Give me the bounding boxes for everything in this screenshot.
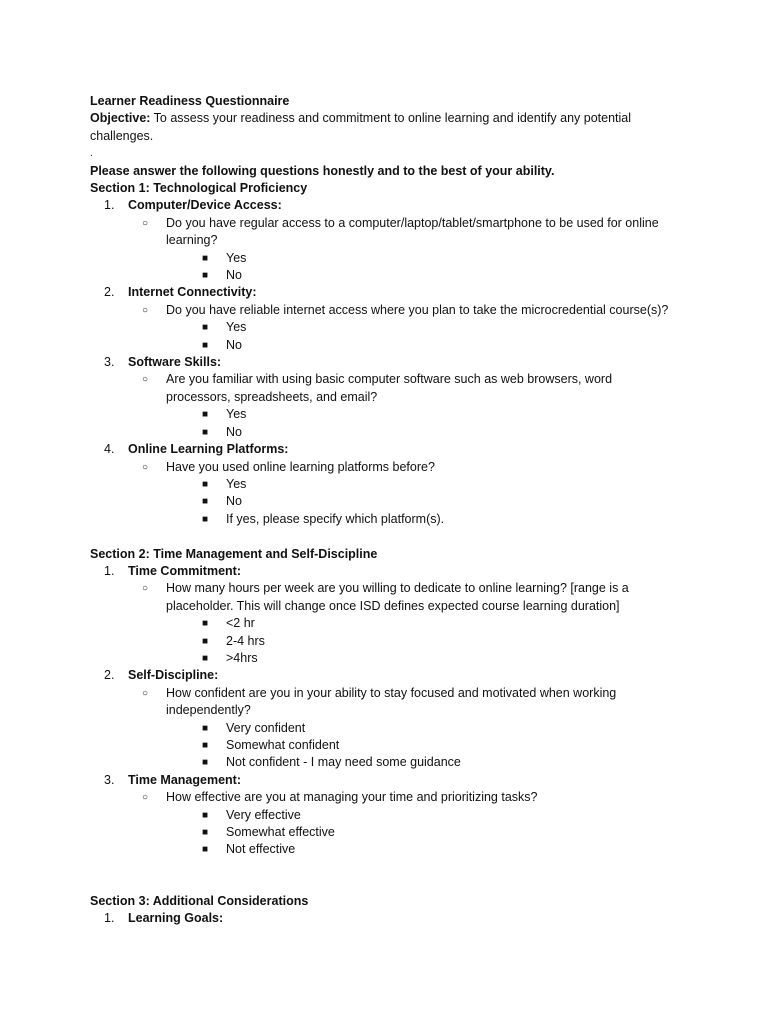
square-bullet-icon: ■ (202, 635, 209, 647)
stray-dot: . (90, 148, 93, 160)
question-number: 1. (104, 198, 115, 213)
question-label: Learning Goals: (128, 911, 224, 926)
hollow-circle-bullet-icon: ○ (142, 217, 149, 229)
hollow-circle-bullet-icon: ○ (142, 461, 149, 473)
question-row (90, 284, 680, 301)
question-row (90, 910, 680, 927)
answer-option (90, 615, 680, 632)
square-bullet-icon: ■ (202, 252, 209, 264)
question-label: Time Commitment: (128, 563, 241, 578)
answer-option-label: Not confident - I may need some guidance (226, 755, 461, 770)
question-row (90, 772, 680, 789)
question-prompt: Do you have reliable internet access where you plan to take the microcredential course(s)? (166, 302, 669, 317)
answer-option-label: No (226, 494, 242, 509)
answer-option (90, 250, 680, 267)
answer-option-label: 2-4 hrs (226, 633, 265, 648)
answer-option (90, 476, 680, 493)
question-number: 4. (104, 442, 115, 457)
square-bullet-icon: ■ (202, 722, 209, 734)
objective-text: To assess your readiness and commitment to online learning and identify any potential challenges. (90, 111, 632, 143)
answer-option-label: Somewhat confident (226, 738, 340, 752)
question-label: Self-Discipline: (128, 668, 219, 683)
square-bullet-icon: ■ (202, 844, 209, 856)
square-bullet-icon: ■ (202, 740, 209, 751)
question-prompt: Do you have regular access to a computer/laptop/tablet/smartphone to be used for online learning? (166, 215, 659, 248)
question-row (90, 197, 680, 214)
question-number: 2. (104, 285, 115, 300)
answer-option-label: Very effective (226, 807, 301, 822)
answer-option (90, 824, 680, 841)
question-number: 2. (104, 668, 115, 683)
answer-option (90, 633, 680, 650)
question-number: 1. (104, 911, 115, 926)
square-bullet-icon: ■ (202, 322, 209, 334)
question-prompt-row (90, 580, 671, 615)
answer-option (90, 720, 680, 737)
square-bullet-icon: ■ (202, 409, 209, 421)
square-bullet-icon: ■ (202, 757, 209, 769)
square-bullet-icon: ■ (202, 478, 209, 490)
question-prompt: How confident are you in your ability to stay focused and motivated when working independently? (166, 685, 617, 718)
answer-option-label: No (226, 337, 242, 352)
answer-option (90, 511, 680, 528)
answer-option (90, 754, 680, 771)
answer-option (90, 406, 680, 423)
section-3-title: Section 3: Additional Considerations (90, 893, 309, 908)
question-prompt-row (90, 685, 666, 720)
answer-option (90, 319, 680, 336)
answer-option-label: Very confident (226, 720, 306, 735)
question-prompt: Are you familiar with using basic computer software such as web browsers, word processors, spreadsheets, and email? (166, 372, 613, 404)
answer-option-label: >4hrs (226, 650, 258, 665)
answer-option (90, 424, 680, 441)
question-prompt: Have you used online learning platforms before? (166, 459, 435, 474)
square-bullet-icon: ■ (202, 339, 209, 351)
question-prompt-row (90, 789, 680, 806)
hollow-circle-bullet-icon: ○ (142, 687, 149, 699)
hollow-circle-bullet-icon: ○ (142, 583, 149, 595)
document-title: Learner Readiness Questionnaire (90, 94, 290, 108)
question-number: 3. (104, 772, 115, 787)
answer-option-label: Yes (226, 407, 247, 422)
question-prompt-row (90, 215, 676, 250)
hollow-circle-bullet-icon: ○ (142, 374, 149, 386)
question-row (90, 563, 680, 580)
square-bullet-icon: ■ (202, 652, 209, 664)
question-prompt-row (90, 302, 680, 319)
square-bullet-icon: ■ (202, 270, 209, 282)
square-bullet-icon: ■ (202, 809, 209, 821)
answer-option-label: Yes (226, 476, 247, 491)
answer-option-label: If yes, please specify which platform(s). (226, 511, 445, 526)
question-prompt: How many hours per week are you willing to dedicate to online learning? [range is a placeholder. This will change once ISD defines expected course learning duration] (166, 581, 629, 613)
question-label: Internet Connectivity: (128, 285, 257, 300)
hollow-circle-bullet-icon: ○ (142, 792, 149, 804)
question-label: Computer/Device Access: (128, 198, 282, 213)
document-content (90, 93, 680, 928)
answer-option (90, 267, 680, 284)
question-number: 1. (104, 563, 115, 578)
answer-option (90, 493, 680, 510)
question-label: Software Skills: (128, 355, 222, 370)
question-number: 3. (104, 355, 115, 370)
question-prompt-row (90, 371, 666, 406)
hollow-circle-bullet-icon: ○ (142, 304, 149, 316)
question-label: Time Management: (128, 772, 241, 787)
answer-option-label: Somewhat effective (226, 825, 335, 840)
question-prompt-row (90, 459, 680, 476)
question-prompt: How effective are you at managing your time and prioritizing tasks? (166, 790, 538, 805)
objective-label: Objective: (90, 111, 151, 126)
answer-option-label: <2 hr (226, 616, 255, 631)
objective-paragraph (90, 110, 650, 145)
section-spacer (90, 859, 680, 893)
answer-option-label: No (226, 424, 242, 439)
answer-option-label: Yes (226, 320, 247, 335)
question-row (90, 354, 680, 371)
square-bullet-icon: ■ (202, 496, 209, 508)
answer-option (90, 650, 680, 667)
answer-option (90, 337, 680, 354)
square-bullet-icon: ■ (202, 426, 209, 438)
answer-option-label: No (226, 268, 242, 283)
question-row (90, 441, 680, 458)
square-bullet-icon: ■ (202, 618, 209, 630)
answer-option (90, 841, 680, 858)
question-row (90, 667, 680, 684)
instructions-text: Please answer the following questions honestly and to the best of your ability. (90, 163, 555, 178)
section-spacer (90, 528, 680, 545)
answer-option-label: Not effective (226, 842, 296, 857)
answer-option-label: Yes (226, 250, 247, 265)
section-1-title: Section 1: Technological Proficiency (90, 181, 308, 196)
answer-option (90, 807, 680, 824)
square-bullet-icon: ■ (202, 513, 209, 525)
section-2-title: Section 2: Time Management and Self-Discipline (90, 546, 378, 561)
square-bullet-icon: ■ (202, 827, 209, 839)
answer-option (90, 737, 680, 754)
question-label: Online Learning Platforms: (128, 442, 289, 457)
